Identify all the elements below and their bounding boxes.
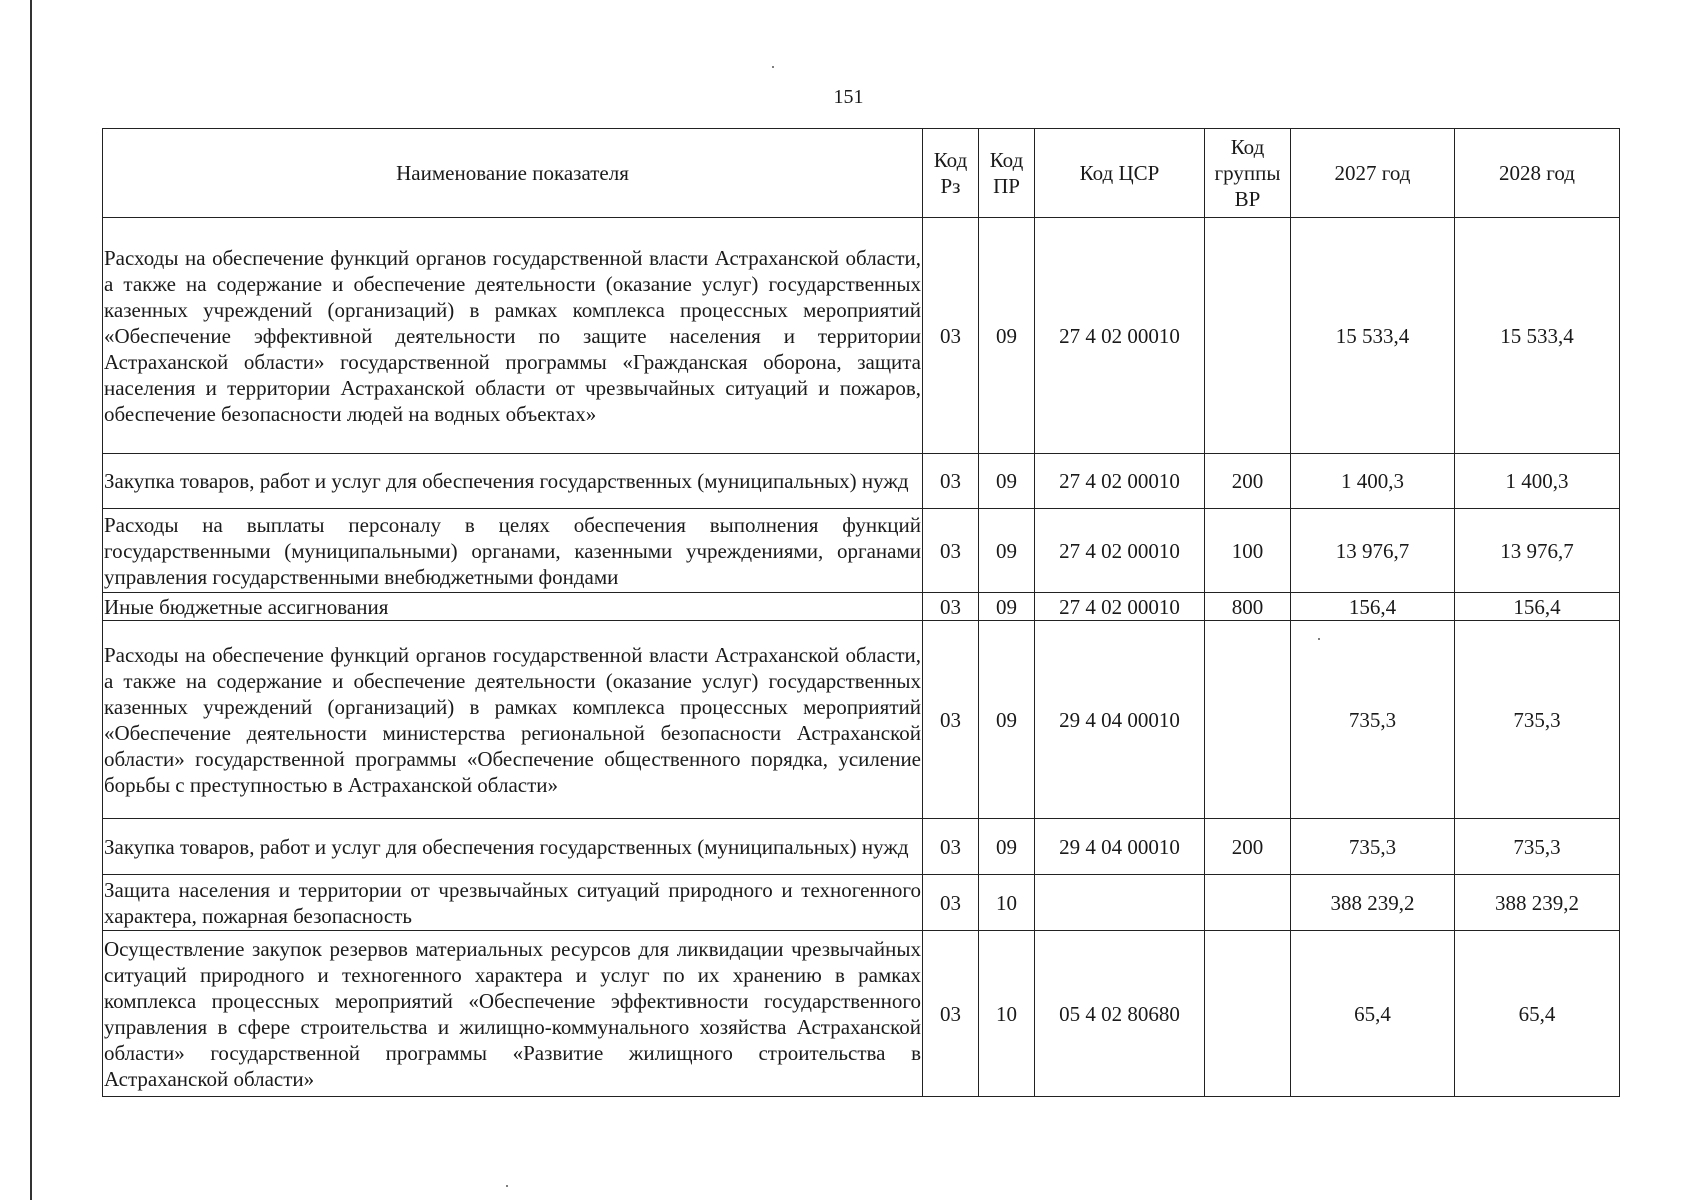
row-pr: 09	[979, 621, 1035, 819]
row-year-2027: 156,4	[1291, 593, 1455, 621]
page-number: 151	[833, 86, 864, 108]
row-vr: 200	[1205, 454, 1291, 509]
row-csr: 05 4 02 80680	[1035, 931, 1205, 1097]
row-vr: 800	[1205, 593, 1291, 621]
row-name: Осуществление закупок резервов материальных ресурсов для ликвидации чрезвычайных ситуаций природного и техногенного характера и услуг по их хранению в рамках комплекса процессных мероприятий «Обеспечение эффективности государственного управления в сфере строительства и жилищно-коммунального хозяйства Астраханской области» государственной программы «Развитие жилищного строительства в Астраханской области»	[103, 931, 923, 1097]
row-vr: 100	[1205, 509, 1291, 593]
row-year-2027: 13 976,7	[1291, 509, 1455, 593]
row-rz: 03	[923, 454, 979, 509]
row-rz: 03	[923, 218, 979, 454]
row-year-2028: 1 400,3	[1455, 454, 1620, 509]
row-pr: 09	[979, 218, 1035, 454]
header-rz: Код Рз	[923, 129, 979, 218]
row-csr: 27 4 02 00010	[1035, 593, 1205, 621]
row-csr: 29 4 04 00010	[1035, 621, 1205, 819]
header-csr: Код ЦСР	[1035, 129, 1205, 218]
row-csr	[1035, 875, 1205, 931]
row-year-2028: 388 239,2	[1455, 875, 1620, 931]
row-name: Закупка товаров, работ и услуг для обеспечения государственных (муниципальных) нужд	[103, 454, 923, 509]
header-year-2027: 2027 год	[1291, 129, 1455, 218]
binding-edge-line	[30, 0, 32, 1200]
row-pr: 09	[979, 593, 1035, 621]
row-vr	[1205, 875, 1291, 931]
row-pr: 09	[979, 509, 1035, 593]
row-pr: 09	[979, 819, 1035, 875]
table-row	[103, 454, 1620, 509]
row-year-2027: 388 239,2	[1291, 875, 1455, 931]
table-header-row	[103, 129, 1620, 218]
row-rz: 03	[923, 593, 979, 621]
header-year-2028: 2028 год	[1455, 129, 1620, 218]
row-year-2027: 65,4	[1291, 931, 1455, 1097]
row-csr: 29 4 04 00010	[1035, 819, 1205, 875]
header-pr: Код ПР	[979, 129, 1035, 218]
row-pr: 09	[979, 454, 1035, 509]
row-name: Расходы на обеспечение функций органов государственной власти Астраханской области, а также на содержание и обеспечение деятельности (оказание услуг) государственных казенных учреждений (организаций) в рамках комплекса процессных мероприятий «Обеспечение деятельности министерства региональной безопасности Астраханской области» государственной программы «Обеспечение общественного порядка, усиление борьбы с преступностью в Астраханской области»	[103, 621, 923, 819]
row-pr: 10	[979, 931, 1035, 1097]
row-name: Защита населения и территории от чрезвычайных ситуаций природного и техногенного характера, пожарная безопасность	[103, 875, 923, 931]
row-year-2027: 15 533,4	[1291, 218, 1455, 454]
table-row	[103, 218, 1620, 454]
row-rz: 03	[923, 819, 979, 875]
row-year-2027: 735,3	[1291, 621, 1455, 819]
header-name: Наименование показателя	[103, 129, 923, 218]
row-csr: 27 4 02 00010	[1035, 509, 1205, 593]
row-vr	[1205, 218, 1291, 454]
row-year-2028: 156,4	[1455, 593, 1620, 621]
row-vr	[1205, 931, 1291, 1097]
scan-speck	[506, 1185, 508, 1187]
row-csr: 27 4 02 00010	[1035, 454, 1205, 509]
row-pr: 10	[979, 875, 1035, 931]
table-row	[103, 509, 1620, 593]
table-row	[103, 931, 1620, 1097]
row-name: Иные бюджетные ассигнования	[103, 593, 923, 621]
row-year-2028: 15 533,4	[1455, 218, 1620, 454]
row-year-2028: 13 976,7	[1455, 509, 1620, 593]
row-rz: 03	[923, 931, 979, 1097]
table-row	[103, 875, 1620, 931]
row-vr	[1205, 621, 1291, 819]
row-year-2027: 1 400,3	[1291, 454, 1455, 509]
row-name: Закупка товаров, работ и услуг для обеспечения государственных (муниципальных) нужд	[103, 819, 923, 875]
row-year-2028: 735,3	[1455, 819, 1620, 875]
row-rz: 03	[923, 509, 979, 593]
scan-speck	[772, 66, 774, 68]
row-vr: 200	[1205, 819, 1291, 875]
row-year-2027: 735,3	[1291, 819, 1455, 875]
table-row	[103, 621, 1620, 819]
table-row	[103, 593, 1620, 621]
header-vr: Код группы ВР	[1205, 129, 1291, 218]
row-name: Расходы на обеспечение функций органов государственной власти Астраханской области, а также на содержание и обеспечение деятельности (оказание услуг) государственных казенных учреждений (организаций) в рамках комплекса процессных мероприятий «Обеспечение эффективной деятельности по защите населения и территории Астраханской области» государственной программы «Гражданская оборона, защита населения и территории Астраханской области от чрезвычайных ситуаций и пожаров, обеспечение безопасности людей на водных объектах»	[103, 218, 923, 454]
table-row	[103, 819, 1620, 875]
row-rz: 03	[923, 621, 979, 819]
row-csr: 27 4 02 00010	[1035, 218, 1205, 454]
row-name: Расходы на выплаты персоналу в целях обеспечения выполнения функций государственными (муниципальными) органами, казенными учреждениями, органами управления государственными внебюджетными фондами	[103, 509, 923, 593]
budget-table	[102, 128, 1620, 1097]
row-rz: 03	[923, 875, 979, 931]
row-year-2028: 65,4	[1455, 931, 1620, 1097]
row-year-2028: 735,3	[1455, 621, 1620, 819]
